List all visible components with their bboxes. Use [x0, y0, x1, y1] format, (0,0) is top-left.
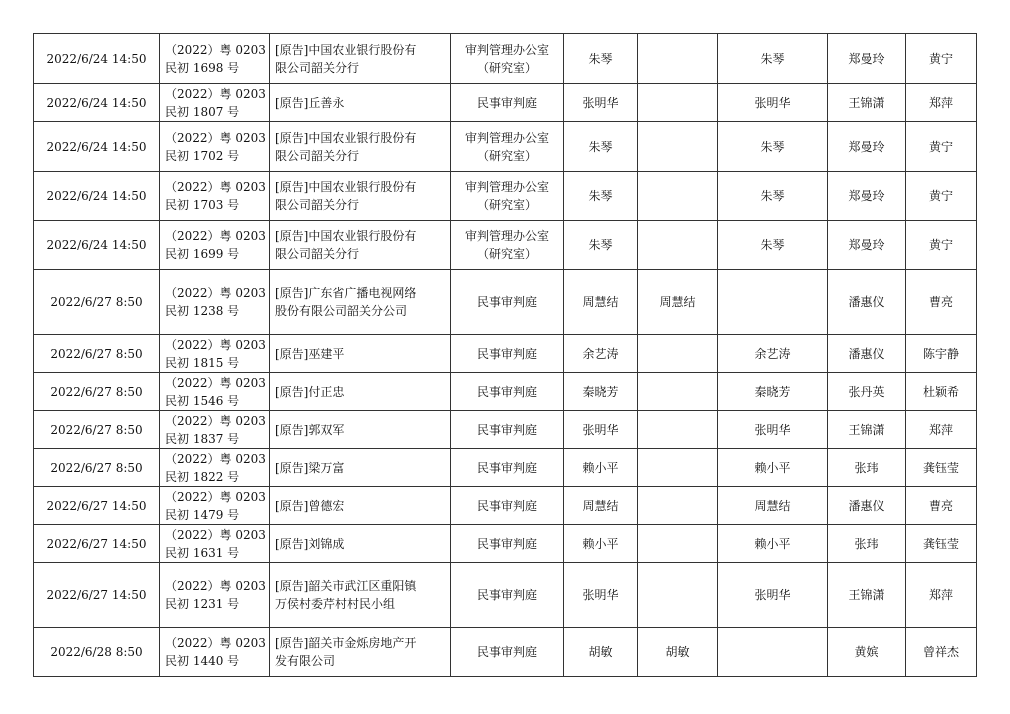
- department-line: 审判管理办公室: [464, 130, 549, 145]
- case-number-line: 民初 1631 号: [165, 545, 240, 560]
- secretary-cell: [906, 270, 977, 335]
- party-name-line: [原告]韶关市武江区重阳镇: [275, 579, 417, 593]
- presiding-judge-cell: [564, 84, 638, 122]
- presiding-judge-text: 朱琴: [588, 51, 613, 66]
- assigned-judge-text: 朱琴: [760, 189, 785, 203]
- case-number-cell: [160, 335, 270, 373]
- department-line: 民事审判庭: [476, 95, 537, 110]
- judge-cell: [638, 525, 718, 563]
- hearing-time-cell: [34, 628, 160, 677]
- department-line: 民事审判庭: [476, 346, 537, 361]
- clerk-text: 王锦潇: [848, 422, 885, 437]
- case-number-line: （2022）粤 0203: [165, 489, 266, 504]
- party-name-line: 限公司韶关分行: [275, 198, 360, 212]
- clerk-cell: [828, 172, 906, 221]
- department-line: 民事审判庭: [476, 422, 537, 437]
- party-name-line: 限公司韶关分行: [275, 247, 360, 261]
- clerk-text: 潘惠仪: [848, 346, 885, 361]
- party-name-line: 发有限公司: [275, 654, 336, 668]
- case-number-line: 民初 1702 号: [165, 148, 240, 163]
- judge-cell: [638, 34, 718, 84]
- case-number-cell: [160, 172, 270, 221]
- party-name-cell: [270, 628, 451, 677]
- judge-cell: [638, 373, 718, 411]
- case-number-line: （2022）粤 0203: [165, 579, 266, 593]
- secretary-text: 陈宇静: [922, 346, 959, 361]
- department-line: 民事审判庭: [476, 295, 537, 309]
- presiding-judge-cell: [564, 270, 638, 335]
- party-name-line: 限公司韶关分行: [275, 148, 360, 163]
- judge-cell: [638, 84, 718, 122]
- assigned-judge-cell: [718, 411, 828, 449]
- party-name-line: [原告]曾德宏: [275, 498, 345, 513]
- secretary-cell: [906, 628, 977, 677]
- presiding-judge-text: 胡敏: [588, 645, 613, 659]
- party-name-cell: [270, 563, 451, 628]
- party-name-cell: [270, 373, 451, 411]
- assigned-judge-text: 朱琴: [760, 238, 785, 252]
- case-number-line: 民初 1807 号: [165, 104, 240, 119]
- table-row: [34, 628, 977, 677]
- presiding-judge-text: 秦晓芳: [582, 384, 619, 399]
- department-cell: [451, 373, 564, 411]
- assigned-judge-text: 朱琴: [760, 139, 785, 154]
- department-line: 民事审判庭: [476, 536, 537, 551]
- clerk-text: 潘惠仪: [848, 295, 885, 309]
- case-number-line: 民初 1815 号: [165, 355, 240, 370]
- clerk-cell: [828, 34, 906, 84]
- hearing-time-cell: [34, 563, 160, 628]
- case-number-line: 民初 1699 号: [165, 247, 240, 261]
- party-name-cell: [270, 525, 451, 563]
- assigned-judge-cell: [718, 172, 828, 221]
- table-row: [34, 221, 977, 270]
- party-name-line: [原告]梁万富: [275, 460, 345, 475]
- table-row: [34, 449, 977, 487]
- case-number-cell: [160, 525, 270, 563]
- clerk-text: 王锦潇: [848, 95, 885, 110]
- presiding-judge-text: 周慧结: [582, 295, 619, 309]
- party-name-cell: [270, 221, 451, 270]
- case-number-line: （2022）粤 0203: [165, 130, 266, 145]
- case-number-line: 民初 1238 号: [165, 304, 240, 318]
- table-row: [34, 122, 977, 172]
- party-name-cell: [270, 84, 451, 122]
- department-cell: [451, 335, 564, 373]
- secretary-cell: [906, 487, 977, 525]
- secretary-text: 黄宁: [928, 51, 953, 66]
- judge-text: 胡敏: [665, 645, 690, 659]
- secretary-text: 龚钰莹: [922, 536, 959, 551]
- case-number-line: 民初 1698 号: [165, 60, 240, 75]
- secretary-text: 杜颖希: [922, 384, 959, 399]
- presiding-judge-text: 周慧结: [582, 498, 619, 513]
- hearing-time-cell: [34, 411, 160, 449]
- case-number-line: 民初 1837 号: [165, 431, 240, 446]
- hearing-time-text: 2022/6/27 8:50: [50, 346, 143, 361]
- party-name-cell: [270, 411, 451, 449]
- secretary-cell: [906, 563, 977, 628]
- clerk-cell: [828, 449, 906, 487]
- presiding-judge-cell: [564, 335, 638, 373]
- party-name-line: [原告]丘善永: [275, 95, 345, 110]
- assigned-judge-text: 赖小平: [754, 460, 791, 475]
- presiding-judge-cell: [564, 122, 638, 172]
- table-row: [34, 373, 977, 411]
- case-number-line: （2022）粤 0203: [165, 42, 266, 57]
- department-cell: [451, 628, 564, 677]
- judge-cell: [638, 122, 718, 172]
- judge-cell: [638, 411, 718, 449]
- assigned-judge-text: 赖小平: [754, 536, 791, 551]
- assigned-judge-cell: [718, 84, 828, 122]
- case-number-cell: [160, 628, 270, 677]
- presiding-judge-text: 赖小平: [582, 536, 619, 551]
- department-cell: [451, 563, 564, 628]
- case-number-cell: [160, 449, 270, 487]
- presiding-judge-cell: [564, 172, 638, 221]
- assigned-judge-cell: [718, 335, 828, 373]
- assigned-judge-cell: [718, 270, 828, 335]
- party-name-line: 限公司韶关分行: [275, 60, 360, 75]
- assigned-judge-cell: [718, 487, 828, 525]
- secretary-cell: [906, 411, 977, 449]
- presiding-judge-text: 朱琴: [588, 238, 613, 252]
- judge-cell: [638, 563, 718, 628]
- clerk-text: 郑曼玲: [848, 139, 885, 154]
- hearing-schedule-table: [33, 33, 977, 677]
- judge-cell: [638, 487, 718, 525]
- department-line: （研究室）: [476, 148, 537, 163]
- secretary-text: 龚钰莹: [922, 460, 959, 475]
- case-number-cell: [160, 411, 270, 449]
- clerk-text: 张丹英: [848, 384, 885, 399]
- case-number-cell: [160, 563, 270, 628]
- assigned-judge-cell: [718, 122, 828, 172]
- presiding-judge-text: 朱琴: [588, 189, 613, 203]
- clerk-cell: [828, 122, 906, 172]
- assigned-judge-text: 余艺涛: [754, 346, 791, 361]
- presiding-judge-cell: [564, 221, 638, 270]
- clerk-text: 张玮: [854, 536, 879, 551]
- department-line: 审判管理办公室: [464, 180, 549, 194]
- party-name-cell: [270, 335, 451, 373]
- judge-text: 周慧结: [659, 295, 696, 309]
- presiding-judge-cell: [564, 449, 638, 487]
- secretary-cell: [906, 221, 977, 270]
- party-name-line: [原告]中国农业银行股份有: [275, 42, 417, 57]
- hearing-time-cell: [34, 335, 160, 373]
- assigned-judge-cell: [718, 34, 828, 84]
- hearing-time-text: 2022/6/24 14:50: [46, 189, 147, 203]
- table-row: [34, 563, 977, 628]
- party-name-cell: [270, 172, 451, 221]
- department-cell: [451, 525, 564, 563]
- clerk-cell: [828, 525, 906, 563]
- judge-cell: [638, 449, 718, 487]
- hearing-time-text: 2022/6/28 8:50: [50, 645, 143, 659]
- clerk-text: 王锦潇: [848, 588, 885, 602]
- case-number-line: 民初 1546 号: [165, 393, 240, 408]
- presiding-judge-text: 朱琴: [588, 139, 613, 154]
- presiding-judge-cell: [564, 563, 638, 628]
- department-cell: [451, 34, 564, 84]
- case-number-cell: [160, 34, 270, 84]
- secretary-cell: [906, 373, 977, 411]
- assigned-judge-cell: [718, 373, 828, 411]
- assigned-judge-text: 朱琴: [760, 51, 785, 66]
- party-name-line: [原告]广东省广播电视网络: [275, 286, 417, 300]
- table-row: [34, 487, 977, 525]
- hearing-time-cell: [34, 487, 160, 525]
- table-row: [34, 270, 977, 335]
- judge-cell: [638, 628, 718, 677]
- presiding-judge-cell: [564, 525, 638, 563]
- department-line: 民事审判庭: [476, 645, 537, 659]
- clerk-cell: [828, 270, 906, 335]
- case-number-line: 民初 1703 号: [165, 198, 240, 212]
- table-row: [34, 411, 977, 449]
- assigned-judge-text: 张明华: [754, 95, 791, 110]
- table-row: [34, 34, 977, 84]
- hearing-time-cell: [34, 84, 160, 122]
- case-number-cell: [160, 487, 270, 525]
- secretary-text: 郑萍: [928, 588, 953, 602]
- table-row: [34, 172, 977, 221]
- department-line: 审判管理办公室: [464, 42, 549, 57]
- case-number-line: （2022）粤 0203: [165, 337, 266, 352]
- assigned-judge-cell: [718, 449, 828, 487]
- table-row: [34, 84, 977, 122]
- department-line: （研究室）: [476, 198, 537, 212]
- clerk-text: 潘惠仪: [848, 498, 885, 513]
- presiding-judge-cell: [564, 34, 638, 84]
- department-line: 民事审判庭: [476, 384, 537, 399]
- clerk-text: 郑曼玲: [848, 189, 885, 203]
- case-number-cell: [160, 122, 270, 172]
- secretary-cell: [906, 122, 977, 172]
- party-name-cell: [270, 487, 451, 525]
- department-line: 民事审判庭: [476, 460, 537, 475]
- secretary-text: 曾祥杰: [922, 645, 959, 659]
- case-number-cell: [160, 221, 270, 270]
- party-name-line: [原告]郭双军: [275, 422, 345, 437]
- presiding-judge-text: 张明华: [582, 422, 619, 437]
- case-number-line: （2022）粤 0203: [165, 636, 266, 650]
- clerk-cell: [828, 373, 906, 411]
- party-name-line: 股份有限公司韶关分公司: [275, 304, 408, 318]
- department-cell: [451, 487, 564, 525]
- party-name-line: [原告]巫建平: [275, 346, 345, 361]
- clerk-cell: [828, 335, 906, 373]
- assigned-judge-cell: [718, 525, 828, 563]
- case-number-line: 民初 1440 号: [165, 654, 240, 668]
- presiding-judge-cell: [564, 373, 638, 411]
- department-line: 民事审判庭: [476, 588, 537, 602]
- secretary-text: 曹亮: [928, 295, 953, 309]
- secretary-text: 黄宁: [928, 238, 953, 252]
- assigned-judge-cell: [718, 563, 828, 628]
- clerk-cell: [828, 411, 906, 449]
- hearing-time-text: 2022/6/27 8:50: [50, 384, 143, 399]
- case-number-line: 民初 1231 号: [165, 597, 240, 611]
- table-row: [34, 335, 977, 373]
- hearing-time-cell: [34, 373, 160, 411]
- case-number-line: 民初 1479 号: [165, 507, 240, 522]
- presiding-judge-text: 张明华: [582, 588, 619, 602]
- hearing-time-text: 2022/6/24 14:50: [46, 95, 147, 110]
- secretary-text: 郑萍: [928, 422, 953, 437]
- hearing-time-cell: [34, 122, 160, 172]
- case-number-cell: [160, 270, 270, 335]
- table-body: [34, 34, 977, 677]
- hearing-time-text: 2022/6/27 14:50: [46, 588, 147, 602]
- hearing-time-cell: [34, 449, 160, 487]
- case-number-line: （2022）粤 0203: [165, 229, 266, 243]
- party-name-line: [原告]付正忠: [275, 384, 345, 399]
- presiding-judge-cell: [564, 411, 638, 449]
- clerk-cell: [828, 628, 906, 677]
- hearing-time-text: 2022/6/27 8:50: [50, 295, 143, 309]
- table-row: [34, 525, 977, 563]
- case-number-line: （2022）粤 0203: [165, 86, 266, 101]
- hearing-time-text: 2022/6/24 14:50: [46, 51, 147, 66]
- secretary-cell: [906, 335, 977, 373]
- hearing-time-text: 2022/6/27 14:50: [46, 536, 147, 551]
- party-name-line: [原告]刘锦成: [275, 536, 345, 551]
- assigned-judge-cell: [718, 628, 828, 677]
- assigned-judge-text: 秦晓芳: [754, 384, 791, 399]
- secretary-text: 曹亮: [928, 498, 953, 513]
- party-name-line: [原告]中国农业银行股份有: [275, 130, 417, 145]
- hearing-time-cell: [34, 270, 160, 335]
- secretary-text: 黄宁: [928, 189, 953, 203]
- case-number-line: 民初 1822 号: [165, 469, 240, 484]
- judge-cell: [638, 335, 718, 373]
- judge-cell: [638, 172, 718, 221]
- party-name-line: 万侯村委芹村村民小组: [275, 597, 396, 611]
- hearing-time-text: 2022/6/24 14:50: [46, 139, 147, 154]
- presiding-judge-text: 张明华: [582, 95, 619, 110]
- clerk-cell: [828, 563, 906, 628]
- case-number-line: （2022）粤 0203: [165, 413, 266, 428]
- case-number-line: （2022）粤 0203: [165, 375, 266, 390]
- case-number-line: （2022）粤 0203: [165, 286, 266, 300]
- assigned-judge-text: 周慧结: [754, 498, 791, 513]
- presiding-judge-text: 赖小平: [582, 460, 619, 475]
- hearing-time-cell: [34, 525, 160, 563]
- clerk-text: 郑曼玲: [848, 51, 885, 66]
- department-line: 民事审判庭: [476, 498, 537, 513]
- assigned-judge-text: 张明华: [754, 588, 791, 602]
- judge-cell: [638, 270, 718, 335]
- department-line: 审判管理办公室: [464, 229, 549, 243]
- secretary-cell: [906, 84, 977, 122]
- case-number-cell: [160, 373, 270, 411]
- secretary-cell: [906, 449, 977, 487]
- department-cell: [451, 221, 564, 270]
- assigned-judge-cell: [718, 221, 828, 270]
- judge-cell: [638, 221, 718, 270]
- secretary-text: 黄宁: [928, 139, 953, 154]
- department-cell: [451, 84, 564, 122]
- hearing-time-cell: [34, 172, 160, 221]
- party-name-cell: [270, 270, 451, 335]
- department-cell: [451, 411, 564, 449]
- assigned-judge-text: 张明华: [754, 422, 791, 437]
- department-cell: [451, 172, 564, 221]
- clerk-text: 郑曼玲: [848, 238, 885, 252]
- party-name-cell: [270, 122, 451, 172]
- case-number-cell: [160, 84, 270, 122]
- hearing-time-text: 2022/6/27 8:50: [50, 422, 143, 437]
- clerk-cell: [828, 84, 906, 122]
- clerk-text: 张玮: [854, 460, 879, 475]
- clerk-text: 黄嫔: [854, 645, 879, 659]
- secretary-text: 郑萍: [928, 95, 953, 110]
- department-cell: [451, 270, 564, 335]
- hearing-time-text: 2022/6/24 14:50: [46, 238, 147, 252]
- case-number-line: （2022）粤 0203: [165, 180, 266, 194]
- case-number-line: （2022）粤 0203: [165, 451, 266, 466]
- hearing-time-text: 2022/6/27 14:50: [46, 498, 147, 513]
- department-line: （研究室）: [476, 247, 537, 261]
- secretary-cell: [906, 172, 977, 221]
- presiding-judge-cell: [564, 628, 638, 677]
- clerk-cell: [828, 221, 906, 270]
- party-name-cell: [270, 449, 451, 487]
- secretary-cell: [906, 525, 977, 563]
- party-name-line: [原告]中国农业银行股份有: [275, 229, 417, 243]
- clerk-cell: [828, 487, 906, 525]
- department-line: （研究室）: [476, 60, 537, 75]
- party-name-line: [原告]中国农业银行股份有: [275, 180, 417, 194]
- case-number-line: （2022）粤 0203: [165, 527, 266, 542]
- department-cell: [451, 122, 564, 172]
- presiding-judge-cell: [564, 487, 638, 525]
- department-cell: [451, 449, 564, 487]
- party-name-line: [原告]韶关市金烁房地产开: [275, 636, 417, 650]
- hearing-time-cell: [34, 34, 160, 84]
- party-name-cell: [270, 34, 451, 84]
- secretary-cell: [906, 34, 977, 84]
- hearing-time-text: 2022/6/27 8:50: [50, 460, 143, 475]
- presiding-judge-text: 余艺涛: [582, 346, 619, 361]
- hearing-time-cell: [34, 221, 160, 270]
